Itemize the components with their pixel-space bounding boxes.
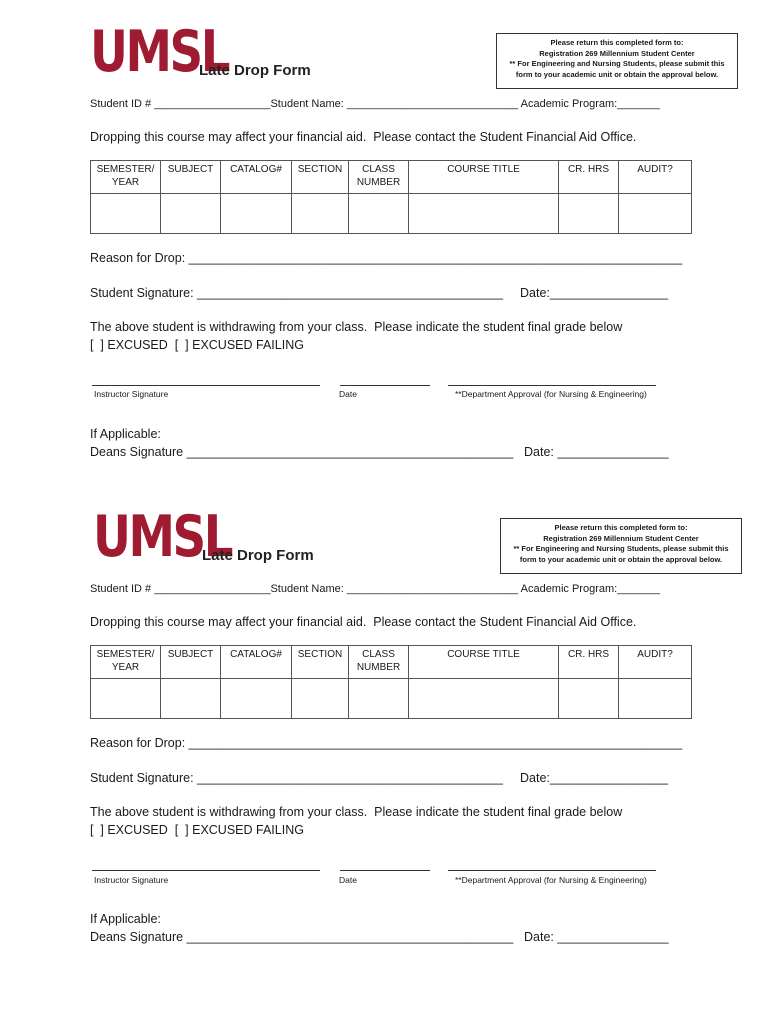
notice-line: Registration 269 Millennium Student Center [543,533,699,543]
course-table [90,160,692,234]
course-title-cell[interactable] [409,679,559,719]
semester-cell[interactable] [91,679,161,719]
notice-line: Registration 269 Millennium Student Center [539,48,695,58]
notice-line: ** For Engineering and Nursing Students, please submit this [513,544,729,553]
grade-options[interactable]: [ ] EXCUSED [ ] EXCUSED FAILING [90,823,304,837]
header-course-title: COURSE TITLE [409,646,559,679]
date-label: Date [339,875,357,885]
student-date-line[interactable]: Date:_________________ [520,771,669,785]
withdraw-instruction: The above student is withdrawing from your class. Please indicate the student final grade below [90,320,623,334]
catalog-cell[interactable] [221,679,292,719]
course-table [90,645,692,719]
catalog-cell[interactable] [221,194,292,234]
reason-for-drop-line[interactable]: Reason for Drop: _______________________________________________________________________ [90,251,683,265]
header-course-title: COURSE TITLE [409,161,559,194]
student-info-line[interactable]: Student ID # ___________________Student Name: ____________________________ Academic Program:_______ [90,98,661,110]
notice-line: Please return this completed form to: [550,38,684,47]
department-approval-label: **Department Approval (for Nursing & Engineering) [455,389,647,399]
instructor-date-rule[interactable] [340,870,430,871]
notice-line: form to your academic unit or obtain the approval below. [515,69,719,79]
if-applicable-label: If Applicable: [90,912,161,926]
withdraw-instruction: The above student is withdrawing from your class. Please indicate the student final grade below [90,805,623,819]
credit-hours-cell[interactable] [559,194,619,234]
student-signature-line[interactable]: Student Signature: ____________________________________________ [90,771,503,785]
student-date-line[interactable]: Date:_________________ [520,286,669,300]
umsl-logo: UMSL [90,19,229,85]
audit-cell[interactable] [619,679,692,719]
notice-line: Please return this completed form to: [554,523,688,532]
late-drop-form-1 [0,0,770,485]
notice-line: ** For Engineering and Nursing Students, please submit this [509,59,725,68]
instructor-signature-label: Instructor Signature [94,389,169,399]
department-approval-label: **Department Approval (for Nursing & Engineering) [455,875,647,885]
grade-options[interactable]: [ ] EXCUSED [ ] EXCUSED FAILING [90,338,304,352]
notice-line: form to your academic unit or obtain the approval below. [519,554,723,564]
header-catalog: CATALOG# [221,161,292,194]
header-audit: AUDIT? [619,646,692,679]
instructor-date-rule[interactable] [340,385,430,386]
student-signature-line[interactable]: Student Signature: ____________________________________________ [90,286,503,300]
instructor-signature-rule[interactable] [92,870,320,871]
deans-signature-line[interactable]: Deans Signature _______________________________________________ [90,930,514,944]
deans-date-line[interactable]: Date: ________________ [524,445,669,459]
form-title: Late Drop Form [199,62,311,79]
class-number-cell[interactable] [349,679,409,719]
deans-signature-line[interactable]: Deans Signature _______________________________________________ [90,445,514,459]
header-credit-hours: CR. HRS [559,161,619,194]
form-title: Late Drop Form [202,547,314,564]
late-drop-form-2 [0,485,770,970]
section-cell[interactable] [292,679,349,719]
department-approval-rule[interactable] [448,870,656,871]
semester-cell[interactable] [91,194,161,234]
header-class-number: CLASS NUMBER [349,646,409,679]
umsl-logo: UMSL [93,504,232,570]
student-info-line[interactable]: Student ID # ___________________Student Name: ____________________________ Academic Program:_______ [90,583,661,595]
deans-date-line[interactable]: Date: ________________ [524,930,669,944]
if-applicable-label: If Applicable: [90,427,161,441]
header-audit: AUDIT? [619,161,692,194]
header-semester: SEMESTER/ YEAR [91,161,161,194]
class-number-cell[interactable] [349,194,409,234]
department-approval-rule[interactable] [448,385,656,386]
date-label: Date [339,389,357,399]
header-credit-hours: CR. HRS [559,646,619,679]
section-cell[interactable] [292,194,349,234]
reason-for-drop-line[interactable]: Reason for Drop: _______________________________________________________________________ [90,736,683,750]
credit-hours-cell[interactable] [559,679,619,719]
header-semester: SEMESTER/ YEAR [91,646,161,679]
subject-cell[interactable] [161,194,221,234]
header-class-number: CLASS NUMBER [349,161,409,194]
return-notice-box [500,518,742,574]
course-title-cell[interactable] [409,194,559,234]
instructor-signature-label: Instructor Signature [94,875,169,885]
financial-aid-notice: Dropping this course may affect your financial aid. Please contact the Student Financial Aid Office. [90,130,637,144]
audit-cell[interactable] [619,194,692,234]
header-section: SECTION [292,646,349,679]
header-subject: SUBJECT [161,646,221,679]
header-section: SECTION [292,161,349,194]
header-catalog: CATALOG# [221,646,292,679]
subject-cell[interactable] [161,679,221,719]
header-subject: SUBJECT [161,161,221,194]
financial-aid-notice: Dropping this course may affect your financial aid. Please contact the Student Financial Aid Office. [90,615,637,629]
return-notice-box [496,33,738,89]
instructor-signature-rule[interactable] [92,385,320,386]
